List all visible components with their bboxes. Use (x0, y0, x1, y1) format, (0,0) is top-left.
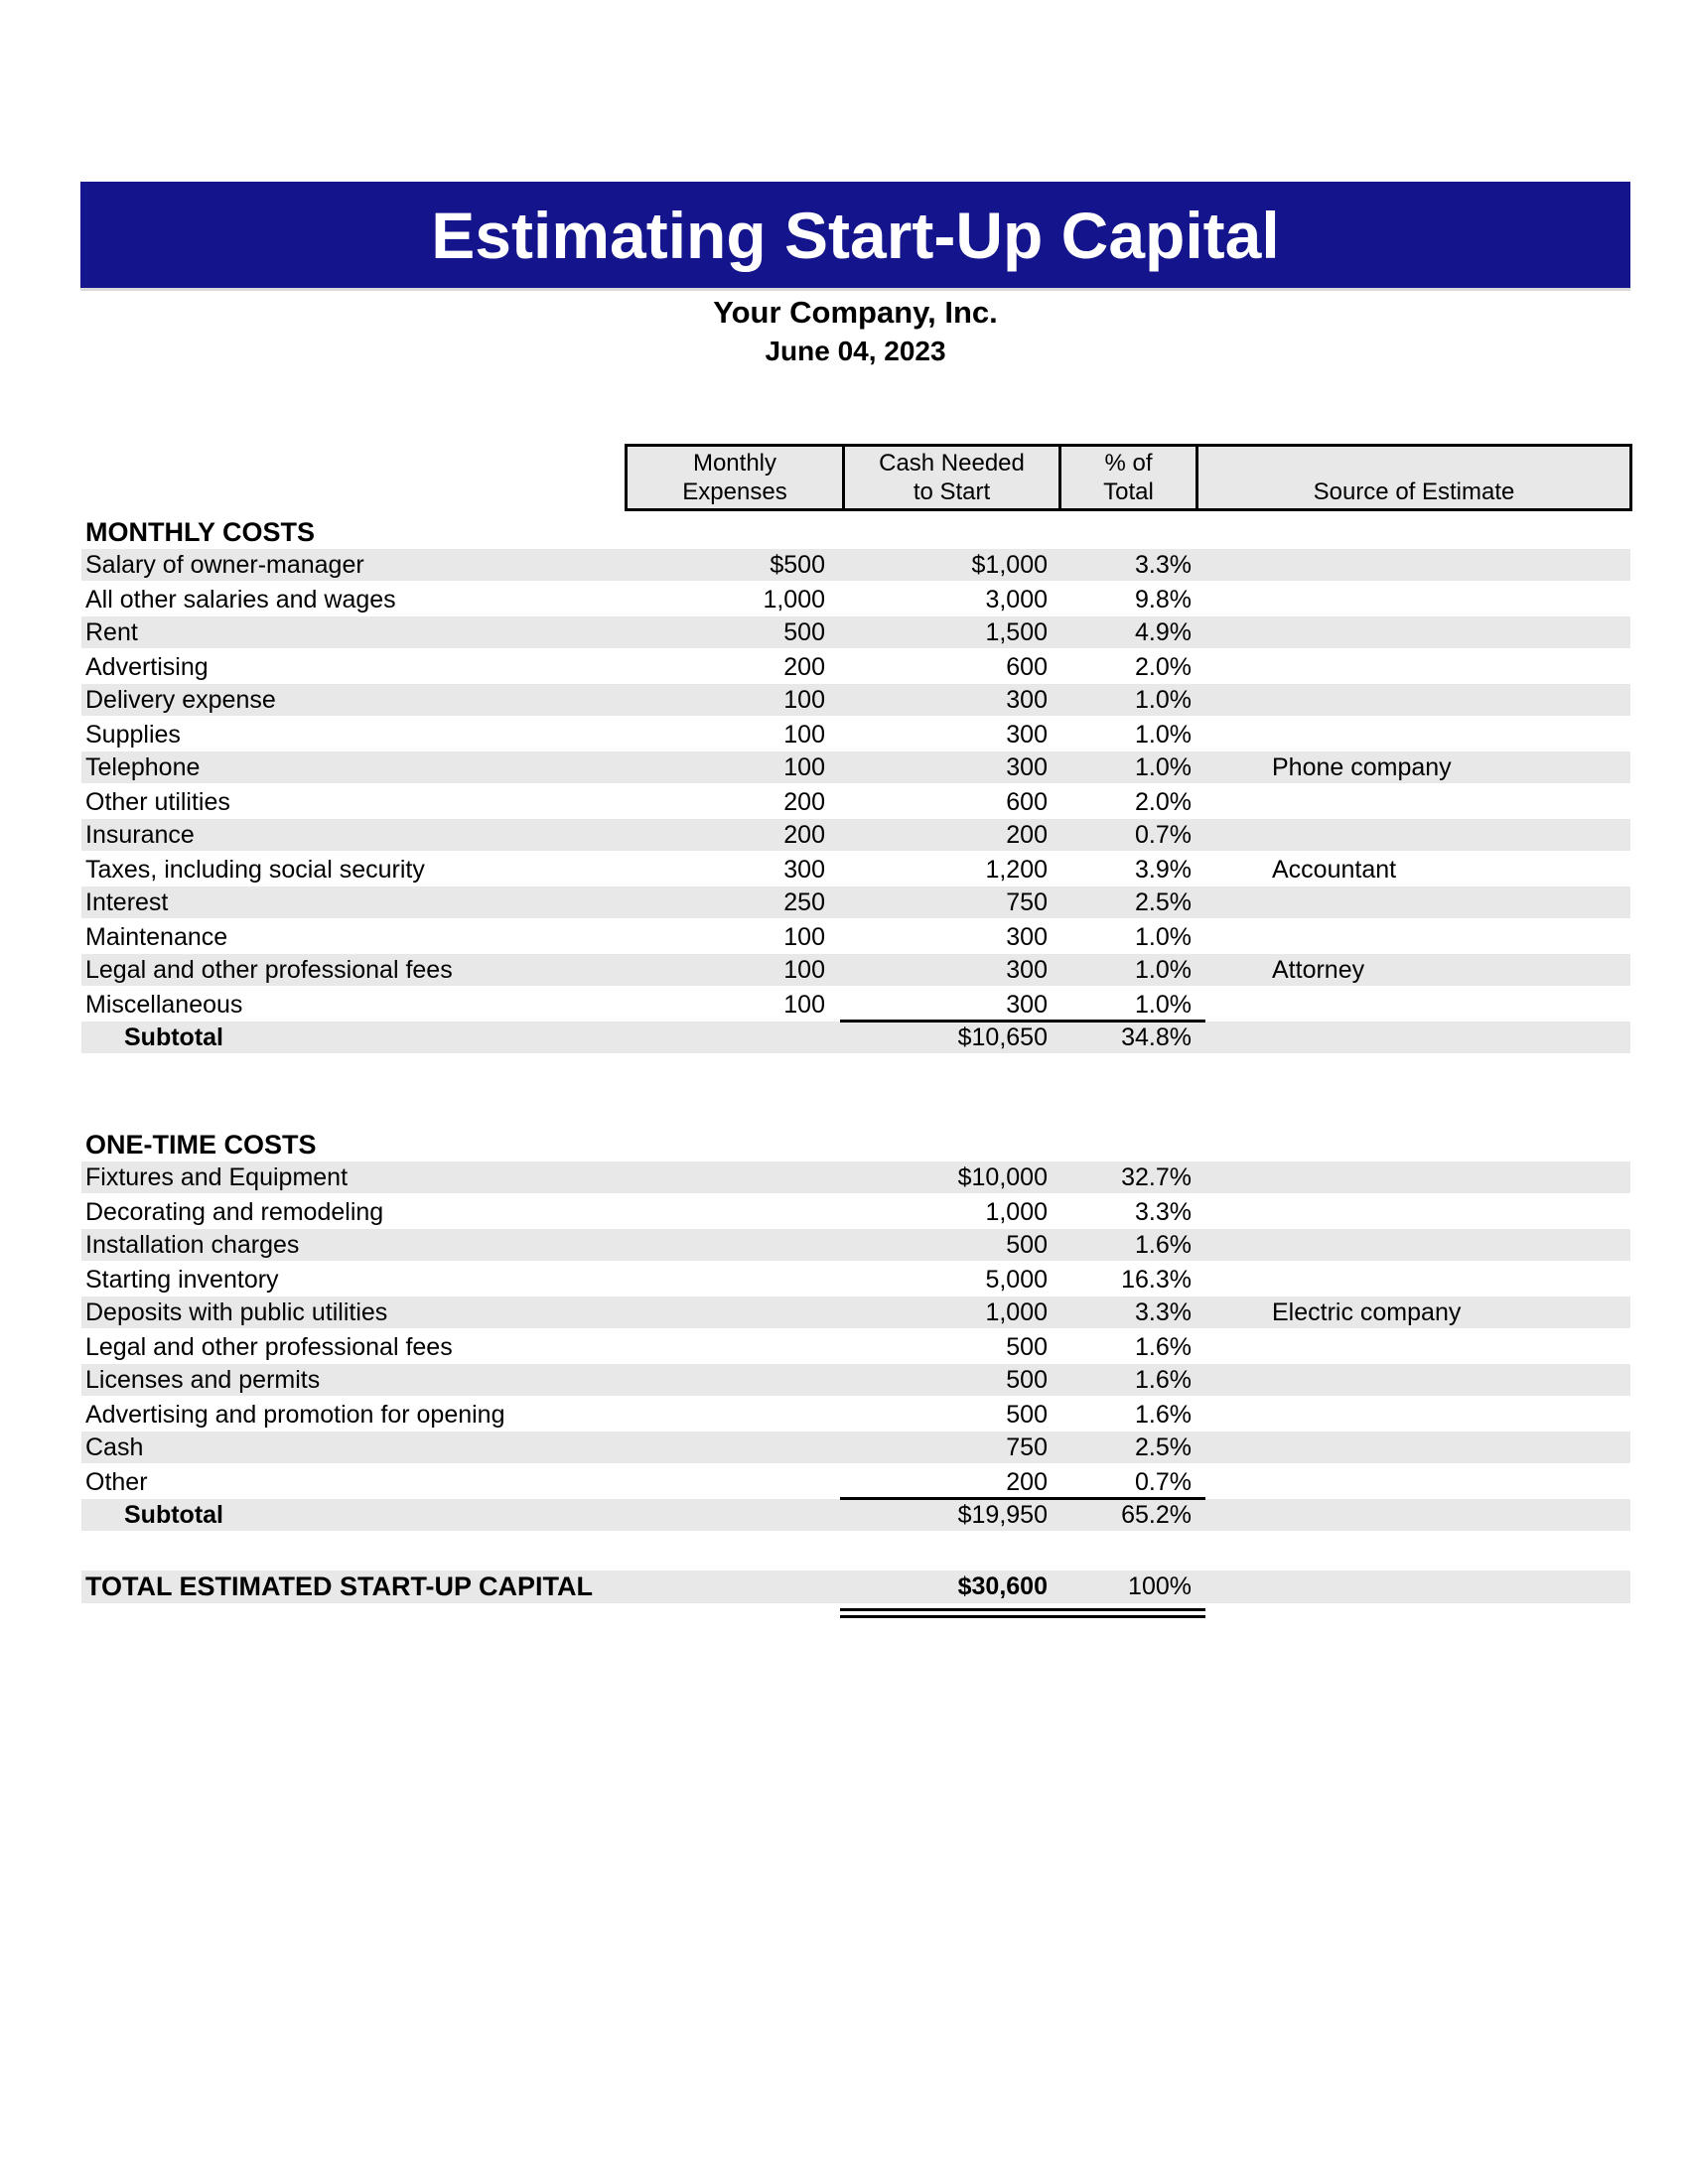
monthly-expense-value: 250 (783, 887, 825, 916)
subtotal-label: Subtotal (124, 1023, 223, 1051)
row-label: Telephone (85, 752, 201, 781)
cash-needed-value: 1,200 (985, 855, 1048, 884)
row-label: Legal and other professional fees (85, 1332, 453, 1361)
pct-of-total-value: 2.5% (1135, 887, 1192, 916)
row-label: Advertising (85, 652, 209, 681)
source-of-estimate-value: Accountant (1272, 855, 1397, 884)
cash-needed-value: 1,500 (985, 617, 1048, 646)
pct-of-total-value: 1.0% (1135, 990, 1192, 1019)
cash-needed-value: 600 (1006, 652, 1048, 681)
document-date: June 04, 2023 (765, 336, 946, 366)
pct-of-total-value: 3.9% (1135, 855, 1192, 884)
cash-needed-value: 750 (1006, 1433, 1048, 1461)
row-label: Advertising and promotion for opening (85, 1400, 505, 1429)
pct-of-total-value: 2.0% (1135, 787, 1192, 816)
row-label: Deposits with public utilities (85, 1297, 388, 1326)
pct-of-total-value: 1.6% (1135, 1365, 1192, 1394)
row-label: Rent (85, 617, 138, 646)
table-row (81, 988, 1630, 1022)
pct-of-total-value: 1.0% (1135, 685, 1192, 714)
row-label: Interest (85, 887, 169, 916)
row-label: Installation charges (85, 1230, 300, 1259)
table-row (81, 684, 1630, 718)
subtotal-pct-value: 65.2% (1121, 1500, 1192, 1529)
company-name: Your Company, Inc. (713, 295, 998, 330)
table-row (81, 1297, 1630, 1330)
table-row (81, 583, 1630, 616)
table-row (81, 549, 1630, 583)
pct-of-total-value: 1.0% (1135, 752, 1192, 781)
monthly-expense-value: 300 (783, 855, 825, 884)
pct-of-total-value: 16.3% (1121, 1265, 1192, 1294)
pct-of-total-value: 1.6% (1135, 1400, 1192, 1429)
table-row (81, 853, 1630, 887)
row-label: Starting inventory (85, 1265, 279, 1294)
cash-needed-value: 300 (1006, 955, 1048, 984)
cash-needed-value: $10,000 (957, 1162, 1048, 1191)
grand-total-row (81, 1570, 1630, 1605)
subtotal-cash-value: $19,950 (957, 1500, 1048, 1529)
grand-total-pct-value: 100% (1128, 1572, 1192, 1600)
monthly-expense-value: 200 (783, 652, 825, 681)
row-label: Other utilities (85, 787, 230, 816)
row-label: Delivery expense (85, 685, 276, 714)
table-row (81, 650, 1630, 684)
cash-needed-value: 300 (1006, 720, 1048, 749)
section-spacer (81, 1533, 1630, 1570)
pct-of-total-value: 1.0% (1135, 720, 1192, 749)
pct-of-total-value: 1.6% (1135, 1332, 1192, 1361)
table-row (81, 954, 1630, 988)
pct-of-total-value: 3.3% (1135, 550, 1192, 579)
cash-needed-value: $1,000 (971, 550, 1048, 579)
cash-needed-value: 300 (1006, 922, 1048, 951)
grand-total-label: TOTAL ESTIMATED START-UP CAPITAL (85, 1571, 593, 1601)
row-label: Fixtures and Equipment (85, 1162, 349, 1191)
cash-needed-value: 500 (1006, 1400, 1048, 1429)
row-label: Legal and other professional fees (85, 955, 453, 984)
subtotal-cash-value: $10,650 (957, 1023, 1048, 1051)
pct-of-total-value: 1.0% (1135, 955, 1192, 984)
subtotal-rule (840, 1497, 1205, 1500)
table-row (81, 785, 1630, 819)
table-row (81, 887, 1630, 920)
monthly-expense-value: 100 (783, 990, 825, 1019)
cash-needed-value: 500 (1006, 1365, 1048, 1394)
monthly-expense-value: 100 (783, 685, 825, 714)
monthly-expense-value: 100 (783, 922, 825, 951)
table-row (81, 751, 1630, 785)
section-heading-monthly-costs: MONTHLY COSTS (85, 516, 316, 547)
source-of-estimate-value: Electric company (1272, 1297, 1462, 1326)
table-row (81, 819, 1630, 853)
cash-needed-value: 1,000 (985, 1297, 1048, 1326)
table-row (81, 1330, 1630, 1364)
row-label: Insurance (85, 820, 195, 849)
table-body (81, 515, 1630, 1618)
subtotal-rule (840, 1020, 1205, 1023)
section-spacer (81, 1055, 1630, 1128)
row-label: Taxes, including social security (85, 855, 425, 884)
cash-needed-value: 5,000 (985, 1265, 1048, 1294)
row-label: Other (85, 1467, 148, 1496)
cash-needed-value: 200 (1006, 820, 1048, 849)
onetime-subtotal-row (81, 1499, 1630, 1533)
row-label: All other salaries and wages (85, 585, 396, 614)
row-label: Salary of owner-manager (85, 550, 364, 579)
subtotal-label: Subtotal (124, 1500, 223, 1529)
pct-of-total-value: 1.6% (1135, 1230, 1192, 1259)
cash-needed-value: 750 (1006, 887, 1048, 916)
monthly-expense-value: 200 (783, 820, 825, 849)
table-row (81, 718, 1630, 751)
cash-needed-value: 300 (1006, 685, 1048, 714)
cash-needed-value: 300 (1006, 752, 1048, 781)
row-label: Supplies (85, 720, 181, 749)
pct-of-total-value: 9.8% (1135, 585, 1192, 614)
cash-needed-value: 3,000 (985, 585, 1048, 614)
source-of-estimate-value: Attorney (1272, 955, 1365, 984)
monthly-expense-value: 1,000 (763, 585, 825, 614)
grand-total-double-rule (840, 1608, 1205, 1618)
table-row (81, 1161, 1630, 1195)
pct-of-total-value: 2.0% (1135, 652, 1192, 681)
table-row (81, 1195, 1630, 1229)
table-row (81, 1364, 1630, 1398)
row-label: Decorating and remodeling (85, 1197, 384, 1226)
section-heading-one-time-costs: ONE-TIME COSTS (85, 1129, 317, 1160)
column-header-cash-needed: Cash Needed to Start (845, 447, 1061, 508)
column-header-monthly-expenses: Monthly Expenses (628, 447, 845, 508)
pct-of-total-value: 3.3% (1135, 1197, 1192, 1226)
table-row (81, 1229, 1630, 1263)
monthly-expense-value: 500 (783, 617, 825, 646)
cash-needed-value: 500 (1006, 1332, 1048, 1361)
table-row (81, 1263, 1630, 1297)
cash-needed-value: 300 (1006, 990, 1048, 1019)
pct-of-total-value: 2.5% (1135, 1433, 1192, 1461)
grand-total-cash-value: $30,600 (957, 1572, 1048, 1600)
pct-of-total-value: 4.9% (1135, 617, 1192, 646)
row-label: Cash (85, 1433, 144, 1461)
table-row (81, 616, 1630, 650)
cash-needed-value: 600 (1006, 787, 1048, 816)
monthly-expense-value: 100 (783, 720, 825, 749)
table-row (81, 1432, 1630, 1465)
cash-needed-value: 500 (1006, 1230, 1048, 1259)
column-header-source-of-estimate: Source of Estimate (1313, 478, 1515, 505)
cash-needed-value: 1,000 (985, 1197, 1048, 1226)
table-row (81, 1465, 1630, 1499)
table-column-headers (625, 444, 1632, 511)
row-label: Maintenance (85, 922, 228, 951)
table-row (81, 920, 1630, 954)
table-row (81, 1398, 1630, 1432)
monthly-subtotal-row (81, 1022, 1630, 1055)
monthly-expense-value: 100 (783, 955, 825, 984)
monthly-expense-value: $500 (770, 550, 825, 579)
pct-of-total-value: 1.0% (1135, 922, 1192, 951)
page-title: Estimating Start-Up Capital (431, 198, 1280, 272)
monthly-expense-value: 200 (783, 787, 825, 816)
pct-of-total-value: 3.3% (1135, 1297, 1192, 1326)
row-label: Licenses and permits (85, 1365, 321, 1394)
source-of-estimate-value: Phone company (1272, 752, 1452, 781)
row-label: Miscellaneous (85, 990, 243, 1019)
cash-needed-value: 200 (1006, 1467, 1048, 1496)
column-header-pct-of-total: % of Total (1061, 447, 1198, 508)
pct-of-total-value: 32.7% (1121, 1162, 1192, 1191)
monthly-expense-value: 100 (783, 752, 825, 781)
subtotal-pct-value: 34.8% (1121, 1023, 1192, 1051)
pct-of-total-value: 0.7% (1135, 820, 1192, 849)
title-banner (80, 182, 1630, 288)
pct-of-total-value: 0.7% (1135, 1467, 1192, 1496)
